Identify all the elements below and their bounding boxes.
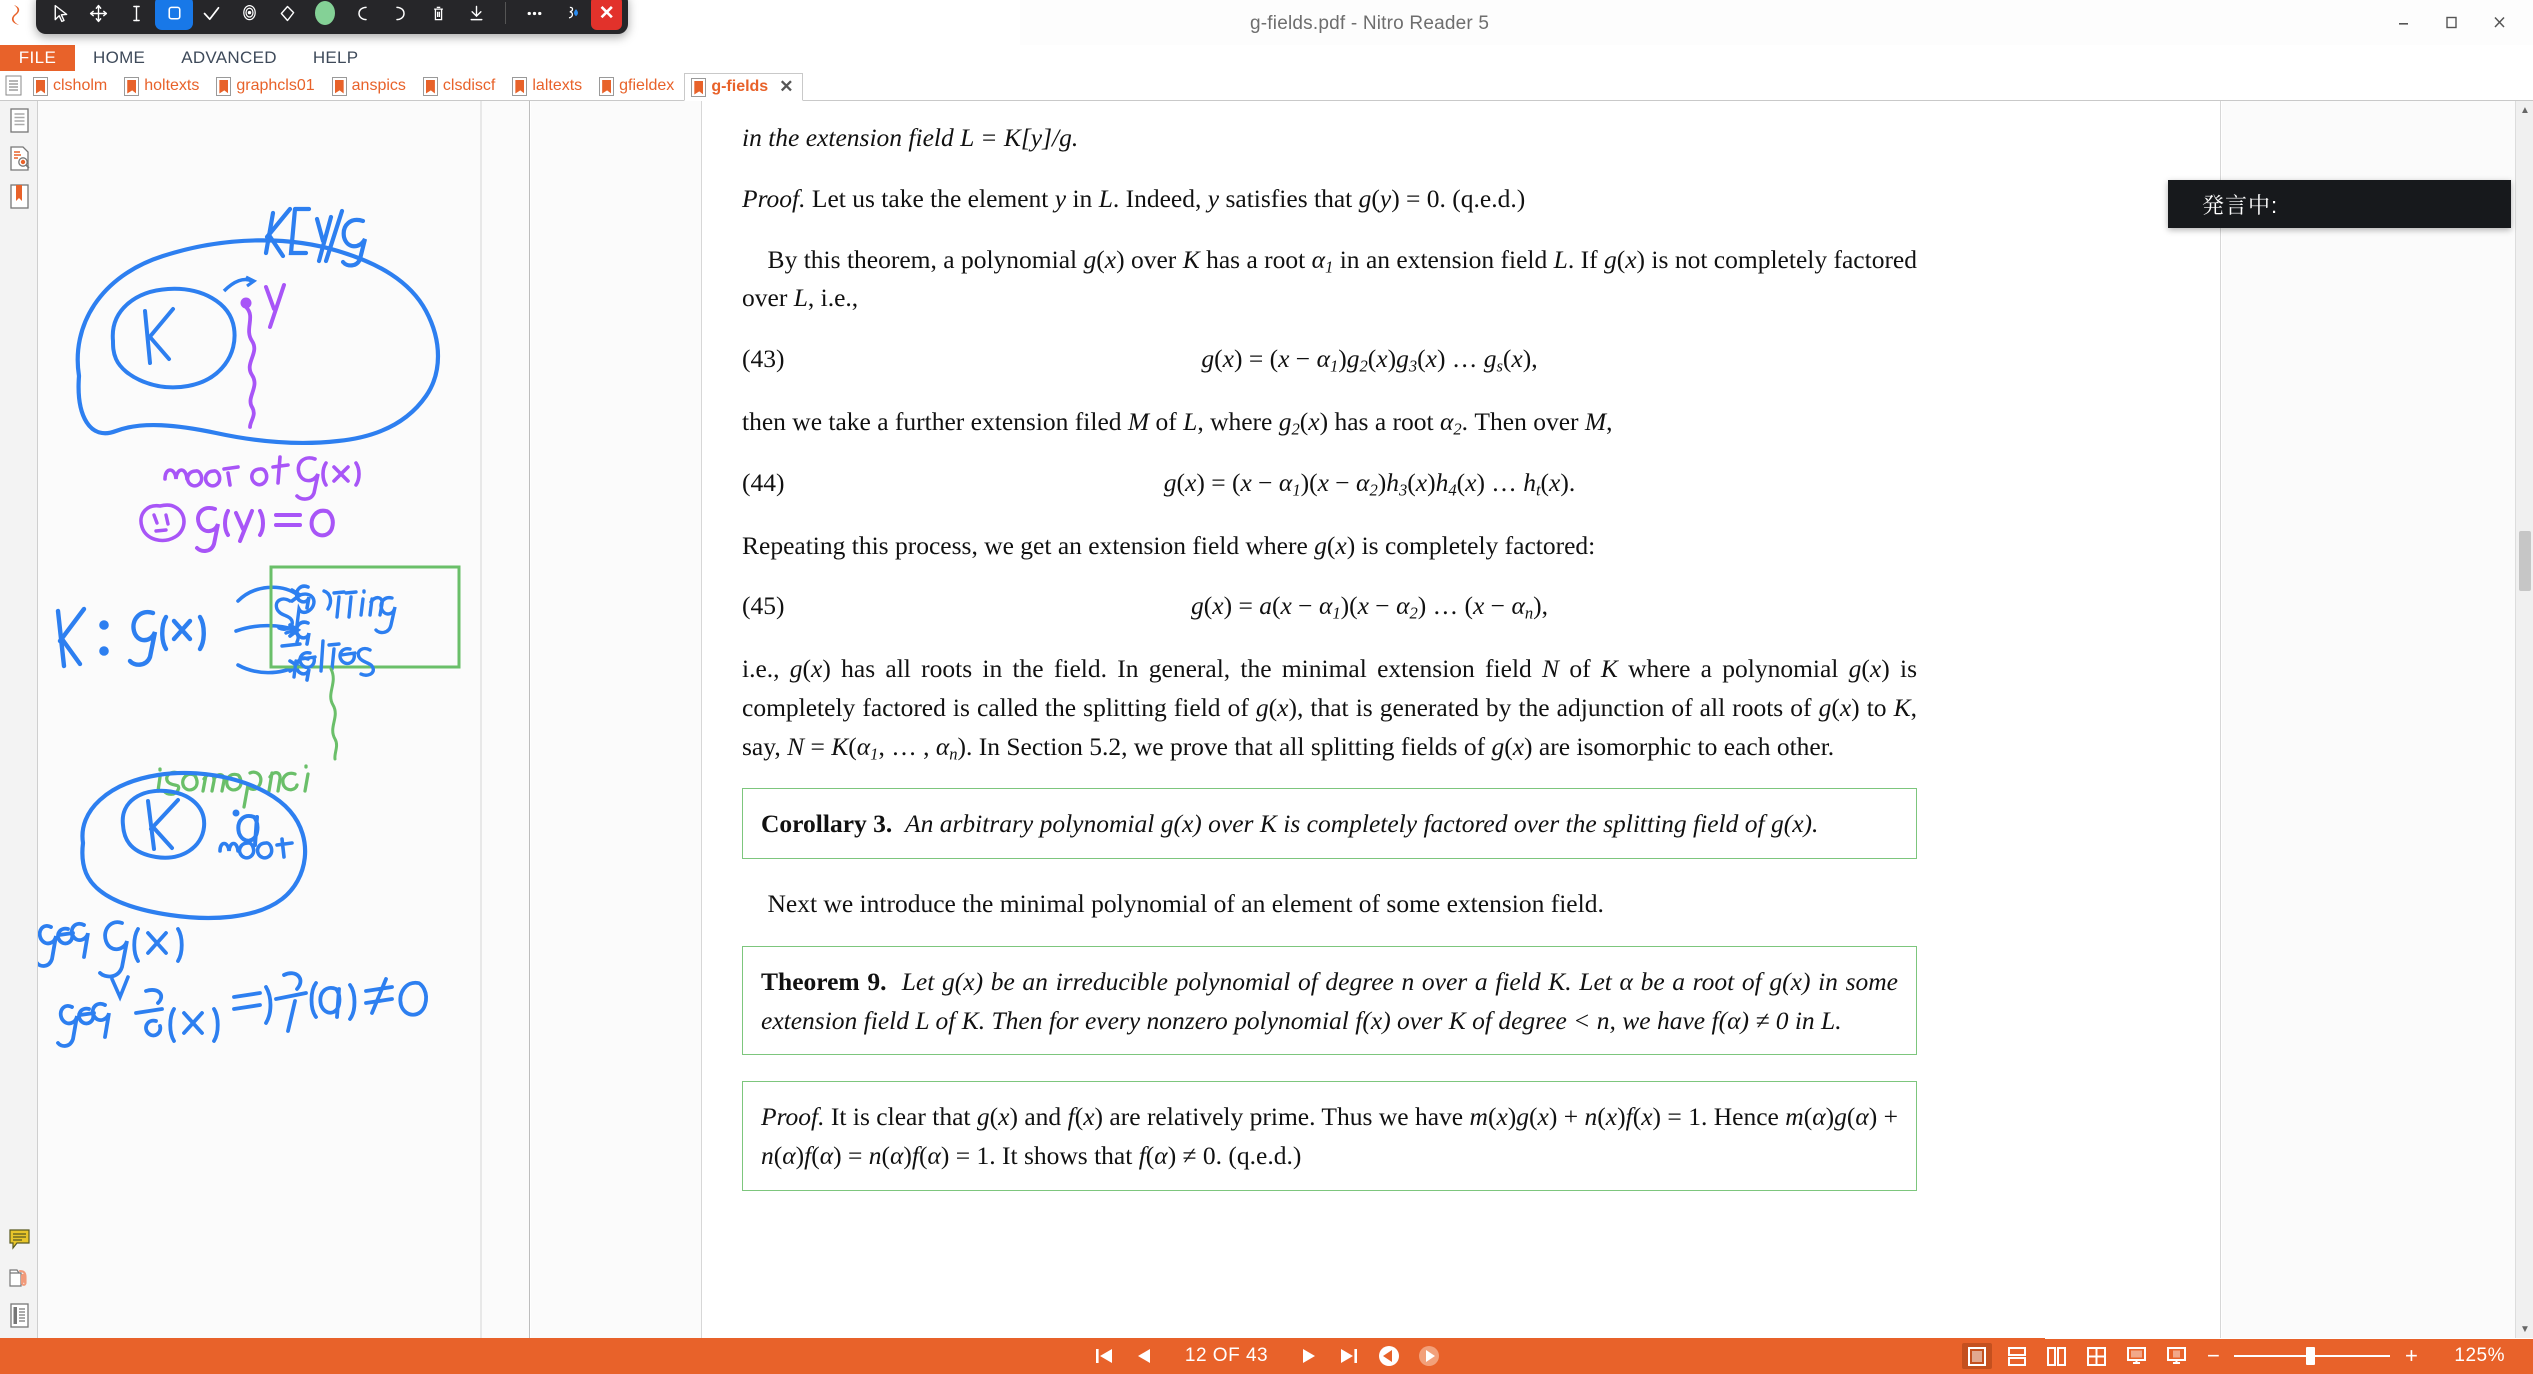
equation-body: $g(x) = a(x - \alpha_1)(x - \alpha_2)$ … $(x - \alpha_n)$, xyxy=(1191,591,1548,623)
doc-equation xyxy=(742,587,1917,626)
doc-paragraph: Proof. Let us take the element y in L. Indeed, y satisfies that g(y) = 0. (q.e.d.) xyxy=(742,183,1526,213)
document-tabstrip xyxy=(0,71,2533,101)
pages-panel-icon[interactable] xyxy=(0,101,38,139)
window-title: g-fields.pdf - Nitro Reader 5 xyxy=(1250,13,1490,34)
doc-paragraph: By this theorem, a polynomial g(x) over K has a root $\alpha_1$ in an extension field L. If g(x) is not completely factored over L, i.e., xyxy=(742,244,1918,313)
more-dots-icon[interactable] xyxy=(516,0,554,30)
speaking-status-badge: 発言中: xyxy=(2168,180,2511,228)
doc-tab-label: gfieldex xyxy=(619,77,675,94)
undo-icon[interactable] xyxy=(344,0,382,30)
target-icon[interactable] xyxy=(231,0,269,30)
zoom-in-button[interactable]: + xyxy=(2404,1343,2418,1368)
ribbon-tab-advanced[interactable]: ADVANCED xyxy=(181,48,277,67)
previous-page-button[interactable] xyxy=(1131,1343,1157,1369)
signatures-icon[interactable] xyxy=(0,1296,38,1334)
next-view-button[interactable] xyxy=(1416,1343,1442,1369)
page-indicator[interactable]: 12 OF 43 xyxy=(1184,1345,1269,1366)
close-tab-icon[interactable]: ✕ xyxy=(779,77,794,96)
doc-paragraph: Next we introduce the minimal polynomial of an element of some extension field. xyxy=(742,889,1604,919)
scrollbar-thumb[interactable] xyxy=(2519,531,2531,591)
vertical-scrollbar[interactable] xyxy=(2515,101,2533,1338)
ink-annotation-panel[interactable] xyxy=(38,101,530,1338)
continuous-icon[interactable] xyxy=(2002,1343,2032,1369)
callout-label: Proof. xyxy=(761,1102,825,1132)
move-icon[interactable] xyxy=(80,0,118,30)
bookmarks-icon[interactable] xyxy=(0,177,38,215)
doc-callout-text: Corollary 3. An arbitrary polynomial g(x) over K is completely factored over the splitting field of g(x). xyxy=(761,809,1819,839)
ribbon-tab-home[interactable]: HOME xyxy=(93,48,146,67)
search-doc-icon[interactable] xyxy=(0,139,38,177)
previous-view-button[interactable] xyxy=(1376,1343,1402,1369)
zoom-slider[interactable] xyxy=(2234,1343,2390,1369)
pdf-file-icon xyxy=(33,77,48,96)
nitro-logo-icon xyxy=(4,2,30,28)
pdf-file-icon xyxy=(332,77,347,96)
doc-tab-laltexts[interactable] xyxy=(505,72,592,100)
close-window-button[interactable] xyxy=(2475,0,2523,45)
download-icon[interactable] xyxy=(457,0,495,30)
doc-callout-text: Theorem 9. Let g(x) be an irreducible polynomial of degree n over a field K. Let α be a root of g(x) in some extension field L of K. Then for every nonzero polynomial f(x) over K of degree < n, we have f(α) ≠ 0 in L. xyxy=(761,966,1898,1035)
maximize-button[interactable] xyxy=(2427,0,2475,45)
pdf-file-icon xyxy=(124,77,139,96)
cursor-arrow-icon[interactable] xyxy=(42,0,80,30)
pen-settings-icon[interactable] xyxy=(554,0,592,30)
two-page-cont-icon[interactable] xyxy=(2082,1343,2112,1369)
equation-number: (43) xyxy=(742,344,785,374)
zoom-out-button[interactable]: − xyxy=(2206,1343,2220,1368)
doc-equation xyxy=(742,340,1917,379)
pdf-file-icon xyxy=(512,77,527,96)
zoom-level-label[interactable]: 125% xyxy=(2454,1345,2505,1366)
doc-callout-box xyxy=(742,946,1917,1056)
doc-paragraph: i.e., g(x) has all roots in the field. In general, the minimal extension field N of K where a polynomial g(x) is completely factored is called the splitting field of g(x), that is generated by the adjunction of all roots of g(x) to K, say, $N = K(\alpha_1$, … , $\alpha_n$). In Section 5.2, we prove that all splitting fields of g(x) are isomorphic to each other. xyxy=(742,654,1918,764)
doc-tab-label: g-fields xyxy=(711,78,769,95)
statusbar-divider xyxy=(2045,1338,2533,1339)
doc-paragraph: Repeating this process, we get an extension field where g(x) is completely factored: xyxy=(742,530,1596,560)
doc-tab-clsdiscf[interactable] xyxy=(416,72,505,100)
rounded-rect-icon[interactable] xyxy=(155,0,193,30)
pdf-page-content xyxy=(742,101,1917,1217)
view-and-zoom-controls xyxy=(1962,1343,2505,1369)
doc-tab-anspics[interactable] xyxy=(325,72,416,100)
redo-icon[interactable] xyxy=(382,0,420,30)
comments-icon[interactable] xyxy=(0,1220,38,1258)
two-page-icon[interactable] xyxy=(2042,1343,2072,1369)
doc-callout-text: Proof. It is clear that g(x) and f(x) are relatively prime. Thus we have m(x)g(x) + n(x)f(x) = 1. Hence m(α)g(α) + n(α)f(α) = n(α)f(α) = 1. It shows that f(α) ≠ 0. (q.e.d.) xyxy=(761,1102,1898,1171)
doc-tab-label: anspics xyxy=(351,77,406,94)
doc-tab-label: clsdiscf xyxy=(442,77,496,94)
doc-tab-gfieldex[interactable] xyxy=(592,72,684,100)
fit-width-icon[interactable] xyxy=(2162,1343,2192,1369)
doc-paragraph: then we take a further extension filed M of L, where $g_2(x)$ has a root $\alpha_2$. Then over M, xyxy=(742,406,1613,439)
doc-tab-label: holtexts xyxy=(144,77,200,94)
fit-page-icon[interactable] xyxy=(2122,1343,2152,1369)
doc-tab-label: clsholm xyxy=(53,77,108,94)
scroll-up-arrow-icon[interactable]: ▲ xyxy=(2520,104,2530,116)
trash-icon[interactable] xyxy=(420,0,458,30)
doc-callout-box xyxy=(742,788,1917,859)
doc-equation xyxy=(742,464,1917,503)
last-page-button[interactable] xyxy=(1336,1343,1362,1369)
pdf-file-icon xyxy=(423,77,438,96)
doc-tab-holtexts[interactable] xyxy=(117,72,209,100)
check-icon[interactable] xyxy=(193,0,231,30)
first-page-button[interactable] xyxy=(1091,1343,1117,1369)
toolbar-divider xyxy=(505,2,506,24)
color-swatch-green-icon[interactable] xyxy=(306,0,344,30)
page-margin-left xyxy=(531,101,701,1338)
page-margin-right xyxy=(2222,101,2533,1338)
window-controls xyxy=(2379,0,2523,45)
eraser-icon[interactable] xyxy=(269,0,307,30)
floating-annotation-toolbar xyxy=(36,0,628,34)
ink-strokes xyxy=(38,101,530,1338)
equation-number: (44) xyxy=(742,467,785,497)
next-page-button[interactable] xyxy=(1296,1343,1322,1369)
doc-tab-clsholm[interactable] xyxy=(26,72,117,100)
equation-number: (45) xyxy=(742,591,785,621)
pdf-view-area[interactable] xyxy=(531,101,2533,1338)
pdf-file-icon xyxy=(216,77,231,96)
pdf-page xyxy=(701,101,2221,1338)
tab-list-menu-icon[interactable] xyxy=(0,70,26,100)
single-page-icon[interactable] xyxy=(1962,1343,1992,1369)
doc-cut-line: in the extension field L = K[y]/g. xyxy=(742,123,1079,152)
doc-callout-box xyxy=(742,1081,1917,1191)
left-rail-bottom-group xyxy=(0,1220,38,1334)
zoom-slider-knob[interactable] xyxy=(2306,1347,2315,1365)
equation-body: $g(x) = (x - \alpha_1)g_2(x)g_3(x)$ … $g_s(x)$, xyxy=(1201,344,1538,376)
doc-tab-g-fields[interactable] xyxy=(684,73,803,101)
pdf-file-icon xyxy=(691,78,706,97)
doc-tab-label: laltexts xyxy=(532,77,583,94)
ribbon-tab-help[interactable]: HELP xyxy=(312,48,359,67)
page-navigation-group xyxy=(1057,1343,1477,1369)
pdf-file-icon xyxy=(599,77,614,96)
scroll-down-arrow-icon[interactable]: ▼ xyxy=(2520,1323,2530,1335)
left-panel-rail xyxy=(0,101,38,1338)
doc-tab-graphcls01[interactable] xyxy=(209,72,324,100)
window-titlebar xyxy=(1020,0,2533,45)
equation-body: $g(x) = (x - \alpha_1)(x - \alpha_2)h_3(x)h_4(x)$ … $h_t(x)$. xyxy=(1163,467,1576,500)
ribbon-file-tab[interactable]: FILE xyxy=(0,45,75,71)
callout-label: Theorem 9. xyxy=(761,966,887,996)
close-toolbar-button[interactable]: ✕ xyxy=(591,0,622,30)
status-bar xyxy=(0,1338,2533,1374)
attachments-icon[interactable] xyxy=(0,1258,38,1296)
doc-tab-label: graphcls01 xyxy=(236,77,315,94)
minimize-button[interactable] xyxy=(2379,0,2427,45)
ribbon-bar xyxy=(0,45,1020,71)
text-cursor-icon[interactable] xyxy=(118,0,156,30)
callout-label: Corollary 3. xyxy=(761,809,893,839)
